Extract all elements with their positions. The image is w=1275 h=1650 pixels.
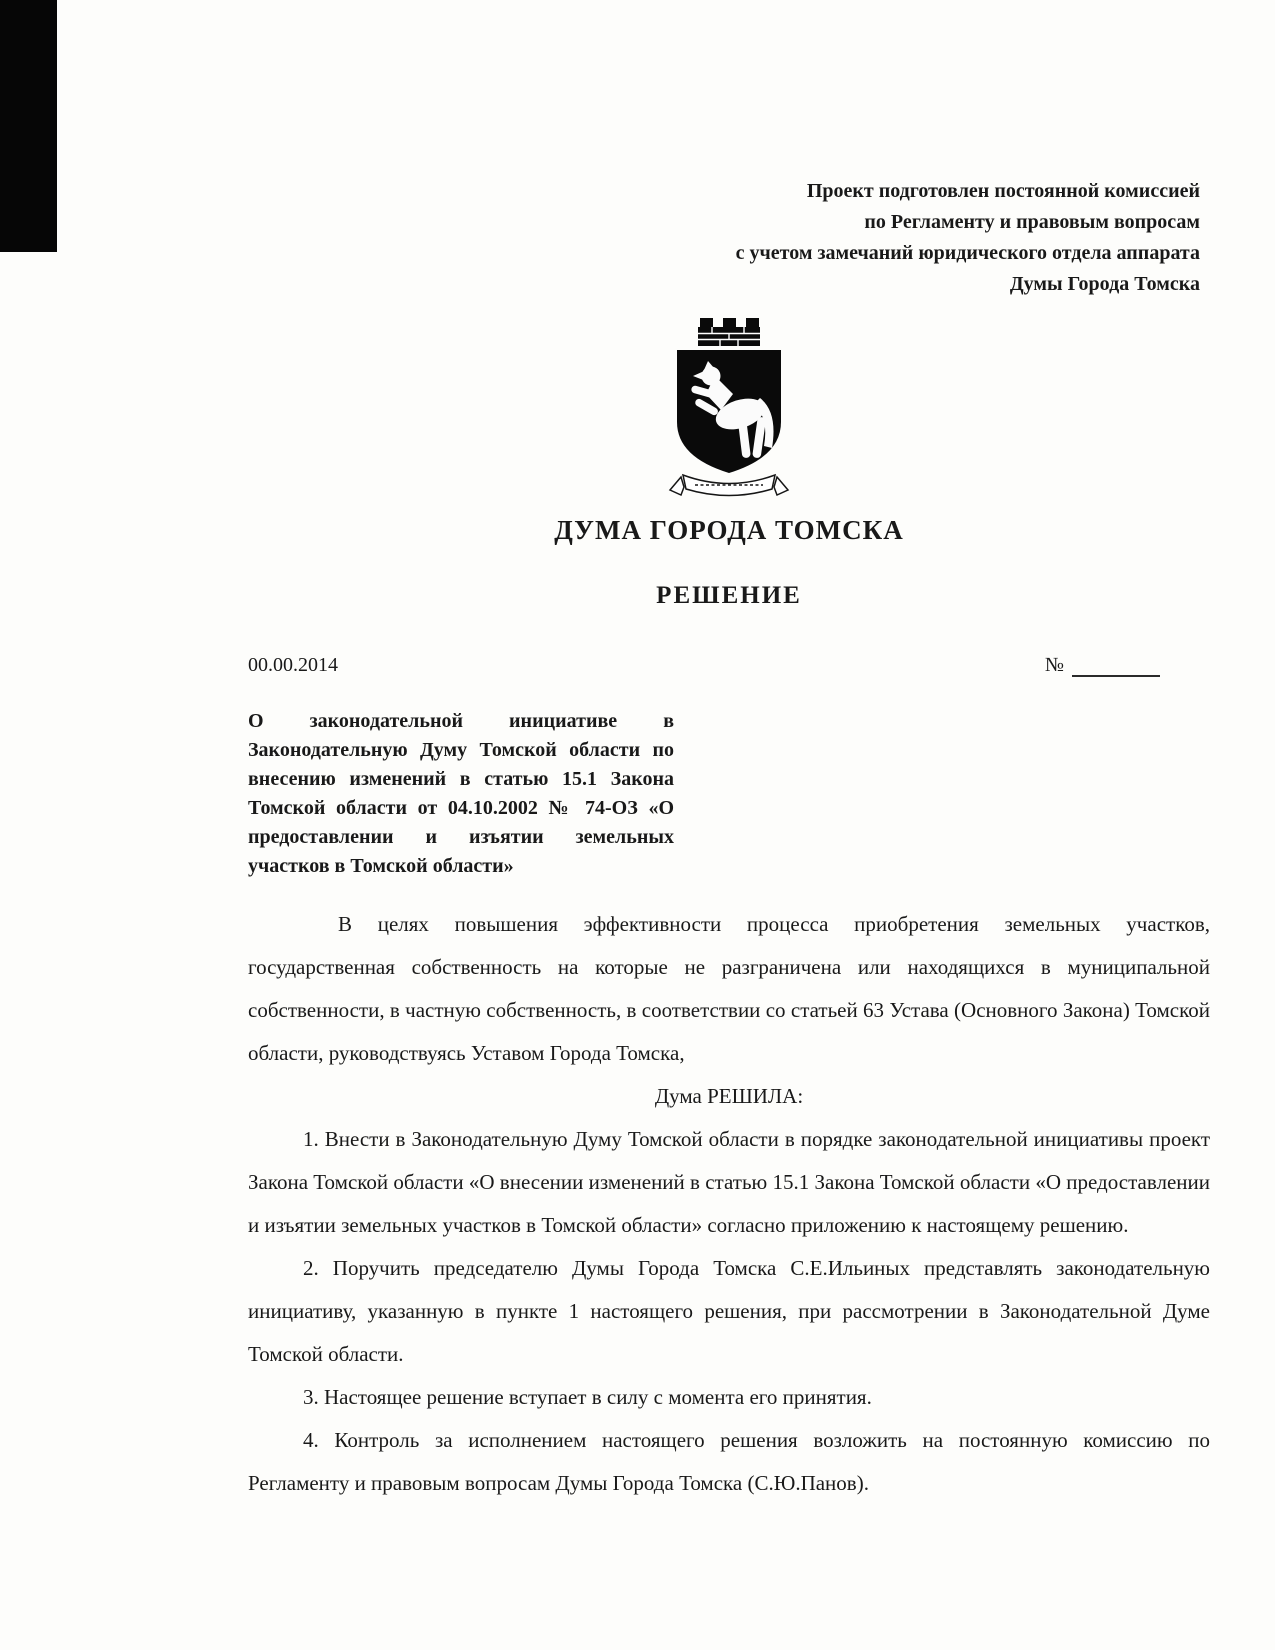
resolution-item-1: 1. Внести в Законодательную Думу Томской области в порядке законодательной инициативы проект Закона Томской области «О внесении изменений в статью 15.1 Закона Томской области «О предоставлении и изъятии земельных участков в Томской области» согласно приложению к настоящему решению. [248,1127,1210,1237]
document-body [248,903,1210,1505]
date-number-row [248,654,1210,677]
prepared-by-line: Проект подготовлен постоянной комиссией [806,180,1200,202]
resolution-item-2: 2. Поручить председателю Думы Города Томска С.Е.Ильиных представлять законодательную инициативу, указанную в пункте 1 настоящего решения, при рассмотрении в Законодательной Думе Томской области. [248,1256,1210,1366]
document-date: 00.00.2014 [248,654,338,676]
number-sign: № [1044,654,1064,676]
crown-icon [698,318,760,346]
resolution-item-3: 3. Настоящее решение вступает в силу с момента его принятия. [303,1385,872,1409]
intro-paragraph: В целях повышения эффективности процесса приобретения земельных участков, государственная собственность на которые не разграничена или находящихся в муниципальной собственности, в частную собственность, в соответствии со статьей 63 Устава (Основного Закона) Томской области, руководствуясь Уставом Города Томска, [248,912,1210,1065]
number-blank-line [1072,655,1160,677]
scan-artifact-black-corner [0,0,57,252]
organization-name: ДУМА ГОРОДА ТОМСКА [554,515,904,545]
resolved-heading: Дума РЕШИЛА: [654,1084,804,1108]
document-number [1045,654,1160,677]
document-type: РЕШЕНИЕ [656,582,802,609]
prepared-by-note [248,176,1210,300]
tomsk-coat-of-arms-icon [663,316,795,502]
prepared-by-line: по Регламенту и правовым вопросам [864,211,1200,233]
coat-of-arms [248,316,1210,507]
prepared-by-line: Думы Города Томска [1009,273,1200,295]
prepared-by-line: с учетом замечаний юридического отдела аппарата [735,242,1200,264]
document-title: О законодательной инициативе в Законодательную Думу Томской области по внесению изменений в статью 15.1 Закона Томской области от 04.10.2002 № 74-ОЗ «О предоставлении и изъятии земельных участков в Томской области» [248,710,674,877]
resolution-item-4: 4. Контроль за исполнением настоящего решения возложить на постоянную комиссию по Регламенту и правовым вопросам Думы Города Томска (С.Ю.Панов). [248,1428,1210,1495]
document-page [248,0,1210,1505]
ribbon-icon [670,475,788,496]
